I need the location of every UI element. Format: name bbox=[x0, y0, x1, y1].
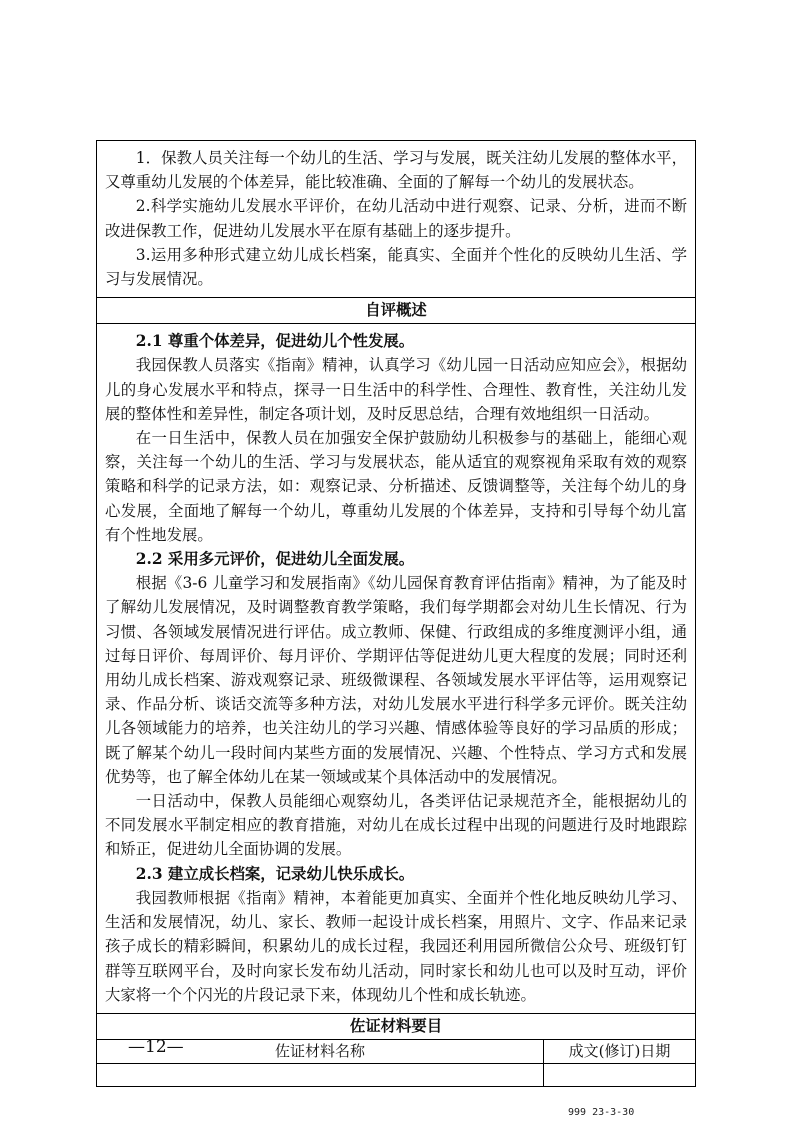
requirement-item-2: 2.科学实施幼儿发展水平评价，在幼儿活动中进行观察、记录、分析，进而不断改进保教工作，促进幼儿发展水平在原有基础上的逐步提升。 bbox=[105, 197, 687, 240]
section-2-2-paragraph-2: 一日活动中，保教人员能细心观察幼儿，各类评估记录规范齐全，能根据幼儿的不同发展水平制定相应的教育措施，对幼儿在成长过程中出现的问题进行及时地跟踪和矫正，促进幼儿全面协调的发展。 bbox=[105, 792, 687, 859]
self-evaluation-table bbox=[96, 140, 696, 1087]
section-2-1-title: 2.1 尊重个体差异，促进幼儿个性发展。 bbox=[135, 332, 415, 351]
evidence-date-header: 成文(修订)日期 bbox=[568, 1041, 671, 1060]
print-stamp: 999 23-3-30 bbox=[568, 1107, 635, 1118]
section-2-2-title: 2.2 采用多元评价，促进幼儿全面发展。 bbox=[135, 550, 415, 569]
evidence-heading: 佐证材料要目 bbox=[97, 1014, 695, 1040]
evidence-empty-row bbox=[97, 1064, 695, 1086]
section-2-3-title: 2.3 建立成长档案，记录幼儿快乐成长。 bbox=[135, 864, 415, 883]
self-eval-heading: 自评概述 bbox=[97, 298, 695, 324]
section-2-1-paragraph-2: 在一日生活中，保教人员在加强安全保护鼓励幼儿积极参与的基础上，能细心观察，关注每一个幼儿的生活、学习与发展状态，能从适宜的观察视角采取有效的观察策略和科学的记录方法，如：观察记录、分析描述、反馈调整等，关注每个幼儿的身心发展，全面地了解每一个幼儿，尊重幼儿发展的个体差异，支持和引导每个幼儿富有个性地发展。 bbox=[105, 429, 687, 544]
requirement-item-3: 3.运用多种形式建立幼儿成长档案，能真实、全面并个性化的反映幼儿生活、学习与发展情况。 bbox=[105, 245, 687, 289]
evidence-name-cell bbox=[97, 1064, 544, 1086]
evidence-name-header: 佐证材料名称 bbox=[97, 1040, 544, 1063]
section-2-1-paragraph-1: 我园保教人员落实《指南》精神，认真学习《幼儿园一日活动应知应会》，根据幼儿的身心发展水平和特点，探寻一日生活中的科学性、合理性、教育性，关注幼儿发展的整体性和差异性，制定各项计划，及时反思总结，合理有效地组织一日活动。 bbox=[105, 356, 687, 423]
requirement-item-1: 1．保教人员关注每一个幼儿的生活、学习与发展，既关注幼儿发展的整体水平，又尊重幼儿发展的个体差异，能比较准确、全面的了解每一个幼儿的发展状态。 bbox=[105, 149, 687, 192]
section-2-3-paragraph-1: 我园教师根据《指南》精神，本着能更加真实、全面并个性化地反映幼儿学习、生活和发展情况，幼儿、家长、教师一起设计成长档案，用照片、文字、作品来记录孩子成长的精彩瞬间，积累幼儿的成长过程，我园还利用园所微信公众号、班级钉钉群等互联网平台，及时向家长发布幼儿活动，同时家长和幼儿也可以及时互动，评价大家将一个个闪光的片段记录下来，体现幼儿个性和成长轨迹。 bbox=[105, 888, 687, 1004]
requirements-cell bbox=[97, 141, 695, 298]
self-eval-content bbox=[97, 324, 695, 1014]
evidence-header-row bbox=[97, 1040, 695, 1064]
evidence-date-cell bbox=[544, 1064, 695, 1086]
page-number: —12— bbox=[128, 1037, 184, 1057]
section-2-2-paragraph-1: 根据《3-6 儿童学习和发展指南》《幼儿园保育教育评估指南》精神，为了能及时了解幼儿发展情况，及时调整教育教学策略，我们每学期都会对幼儿生长情况、行为习惯、各领域发展情况进行评估。成立教师、保健、行政组成的多维度测评小组，通过每日评价、每周评价、每月评价、学期评估等促进幼儿更大程度的发展；同时还利用幼儿成长档案、游戏观察记录、班级微课程、各领域发展水平评估等，运用观察记录、作品分析、谈话交流等多种方法，对幼儿发展水平进行科学多元评价。既关注幼儿各领域能力的培养，也关注幼儿的学习兴趣、情感体验等良好的学习品质的形成；既了解某个幼儿一段时间内某些方面的发展情况、兴趣、个性特点、学习方式和发展优势等，也了解全体幼儿在某一领域或某个具体活动中的发展情况。 bbox=[105, 574, 687, 786]
